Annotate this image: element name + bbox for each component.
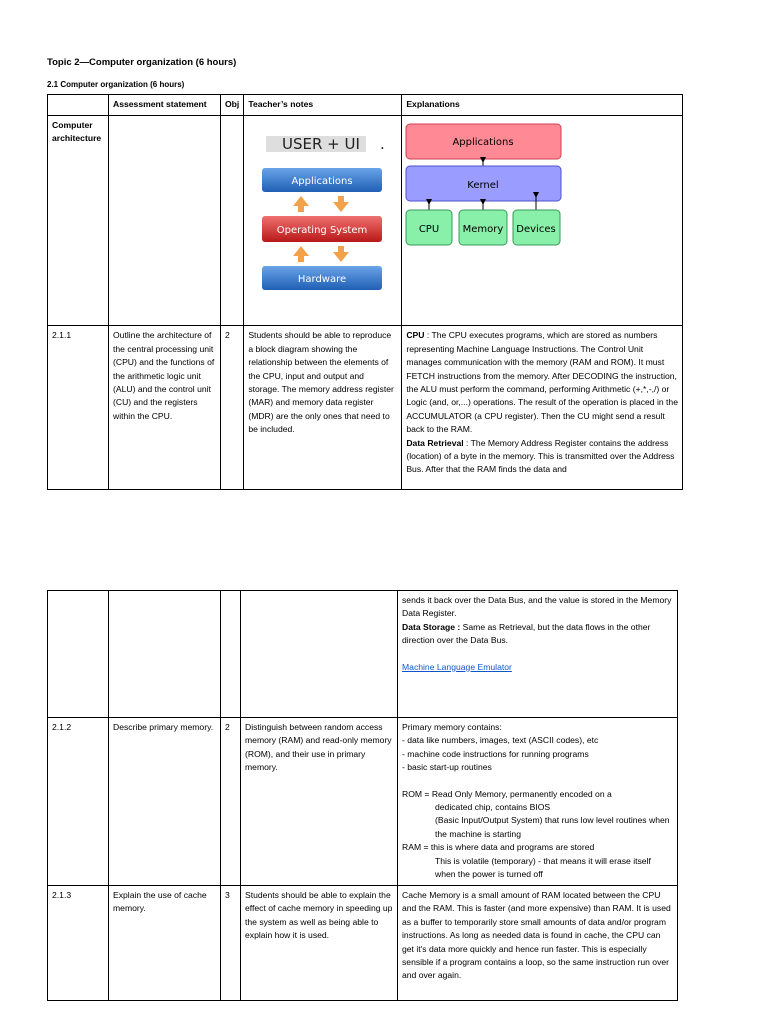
table-page-2 [47,590,678,1001]
arrow-down-icon [333,246,349,262]
cpu-label: CPU [406,330,425,341]
table-row [48,326,683,490]
header-assessment-statement: Assessment statement [109,95,221,116]
table-row [48,886,678,1001]
applications-layer-label: Applications [291,176,353,187]
page-title: Topic 2—Computer organization (6 hours) [47,57,237,68]
os-layers-diagram-cell [244,116,402,326]
obj-value: 3 [221,886,241,1001]
explanation: Cache Memory is a small amount of RAM located between the CPU and the RAM. This is faster (and more expensive) than RAM. It is used as a buffer to temporarily store small amounts of data and/or program instructions. As long as needed data is found in cache, the CPU can get it's data more quickly and hence run faster. This is especially sensible if a program contains a loop, so the same instruction run over and over again. [398,886,678,1001]
applications-box-label: Applications [452,137,514,148]
os-layers-diagram [244,116,401,321]
data-retrieval-paragraph [406,437,678,477]
empty-cell [109,116,221,326]
row-id: 2.1.1 [48,326,109,490]
header-obj: Obj [221,95,244,116]
kernel-diagram [402,116,682,321]
empty-cell [48,591,109,718]
empty-cell [221,591,241,718]
arrow-up-icon [293,246,309,262]
kernel-box-label: Kernel [467,180,500,191]
header-explanations: Explanations [402,95,683,116]
data-storage-text: Same as Retrieval, but the data flows in the other direction over the Data Bus. [402,621,651,646]
cpu-paragraph [406,329,678,436]
ram-definition: RAM = this is where data and programs are stored [402,842,595,853]
explanation-continued [398,591,678,718]
arrow-up-icon [293,196,309,212]
empty-cell [241,591,398,718]
assessment-statement: Explain the use of cache memory. [109,886,221,1001]
explanation [402,326,683,490]
header-blank [48,95,109,116]
obj-value: 2 [221,718,241,886]
user-ui-label: USER + UI [282,135,361,153]
machine-language-emulator-link[interactable]: Machine Language Emulator [402,661,512,672]
rom-detail: (Basic Input/Output System) that runs low level routines when the machine is starting [435,815,670,839]
teachers-notes: Distinguish between random access memory (RAM) and read-only memory (ROM), and their use in primary memory. [241,718,398,886]
retrieval-continued-text: sends it back over the Data Bus, and the value is stored in the Memory Data Register. [402,595,672,619]
devices-box-label: Devices [516,224,557,235]
table-row [48,591,678,718]
data-storage-label: Data Storage : [402,621,461,632]
row-id: 2.1.3 [48,886,109,1001]
row-id: 2.1.2 [48,718,109,886]
cpu-text: : The CPU executes programs, which are stored as numbers representing Machine Language Instructions. The Control Unit manages communication with the memory (RAM and ROM). It must FETCH instructions from the memory. After DECODING the instruction, the ALU must perform the command, performing Arithmetic (+,*,-,/) or Logic (and, or,...) operations. The result of the operation is placed in the ACCUMULATOR (a CPU register). Then the CU might send a result back to the RAM. [406,330,678,435]
rom-detail: dedicated chip, contains BIOS [435,802,551,813]
teachers-notes: Students should be able to reproduce a block diagram showing the relationship between the elements of the CPU, input and output and storage. The memory address register (MAR) and memory data register (MDR) are the only ones that need to be included. [244,326,402,490]
hardware-layer-label: Hardware [298,274,347,285]
table-row [48,718,678,886]
primary-memory-line: Primary memory contains: [402,722,502,732]
explanation [398,718,678,886]
memory-box-label: Memory [462,224,504,235]
arrow-down-icon [333,196,349,212]
teachers-notes: Students should be able to explain the effect of cache memory in speeding up the system as well as being able to explain how it is used. [241,886,398,1001]
primary-memory-line: - machine code instructions for running programs [402,748,589,759]
empty-cell [221,116,244,326]
primary-memory-line: - basic start-up routines [402,762,492,773]
empty-cell [109,591,221,718]
kernel-diagram-cell [402,116,683,326]
primary-memory-line: - data like numbers, images, text (ASCII codes), etc [402,735,599,746]
header-teachers-notes: Teacher’s notes [244,95,402,116]
ram-detail: This is volatile (temporary) - that means it will erase itself when the power is turned off [435,855,651,880]
row-label-architecture: Computer architecture [48,116,109,326]
rom-definition: ROM = Read Only Memory, permanently encoded on a [402,788,612,799]
cpu-box-label: CPU [419,224,440,235]
obj-value: 2 [221,326,244,490]
user-ui-dot: . [380,135,386,153]
section-subtitle: 2.1 Computer organization (6 hours) [47,80,185,89]
assessment-statement: Describe primary memory. [109,718,221,886]
table-page-1 [47,94,683,490]
data-storage-paragraph [402,621,673,648]
data-retrieval-label: Data Retrieval [406,437,464,448]
data-retrieval-text: : The Memory Address Register contains the address (location) of a byte in the memory. This is transmitted over the Address Bus. After that the RAM finds the data and [406,437,675,475]
assessment-statement: Outline the architecture of the central processing unit (CPU) and the functions of the arithmetic logic unit (ALU) and the control unit (CU) and the registers within the CPU. [109,326,221,490]
operating-system-layer-label: Operating System [277,225,368,236]
table-row [48,116,683,326]
table-header-row [48,95,683,116]
